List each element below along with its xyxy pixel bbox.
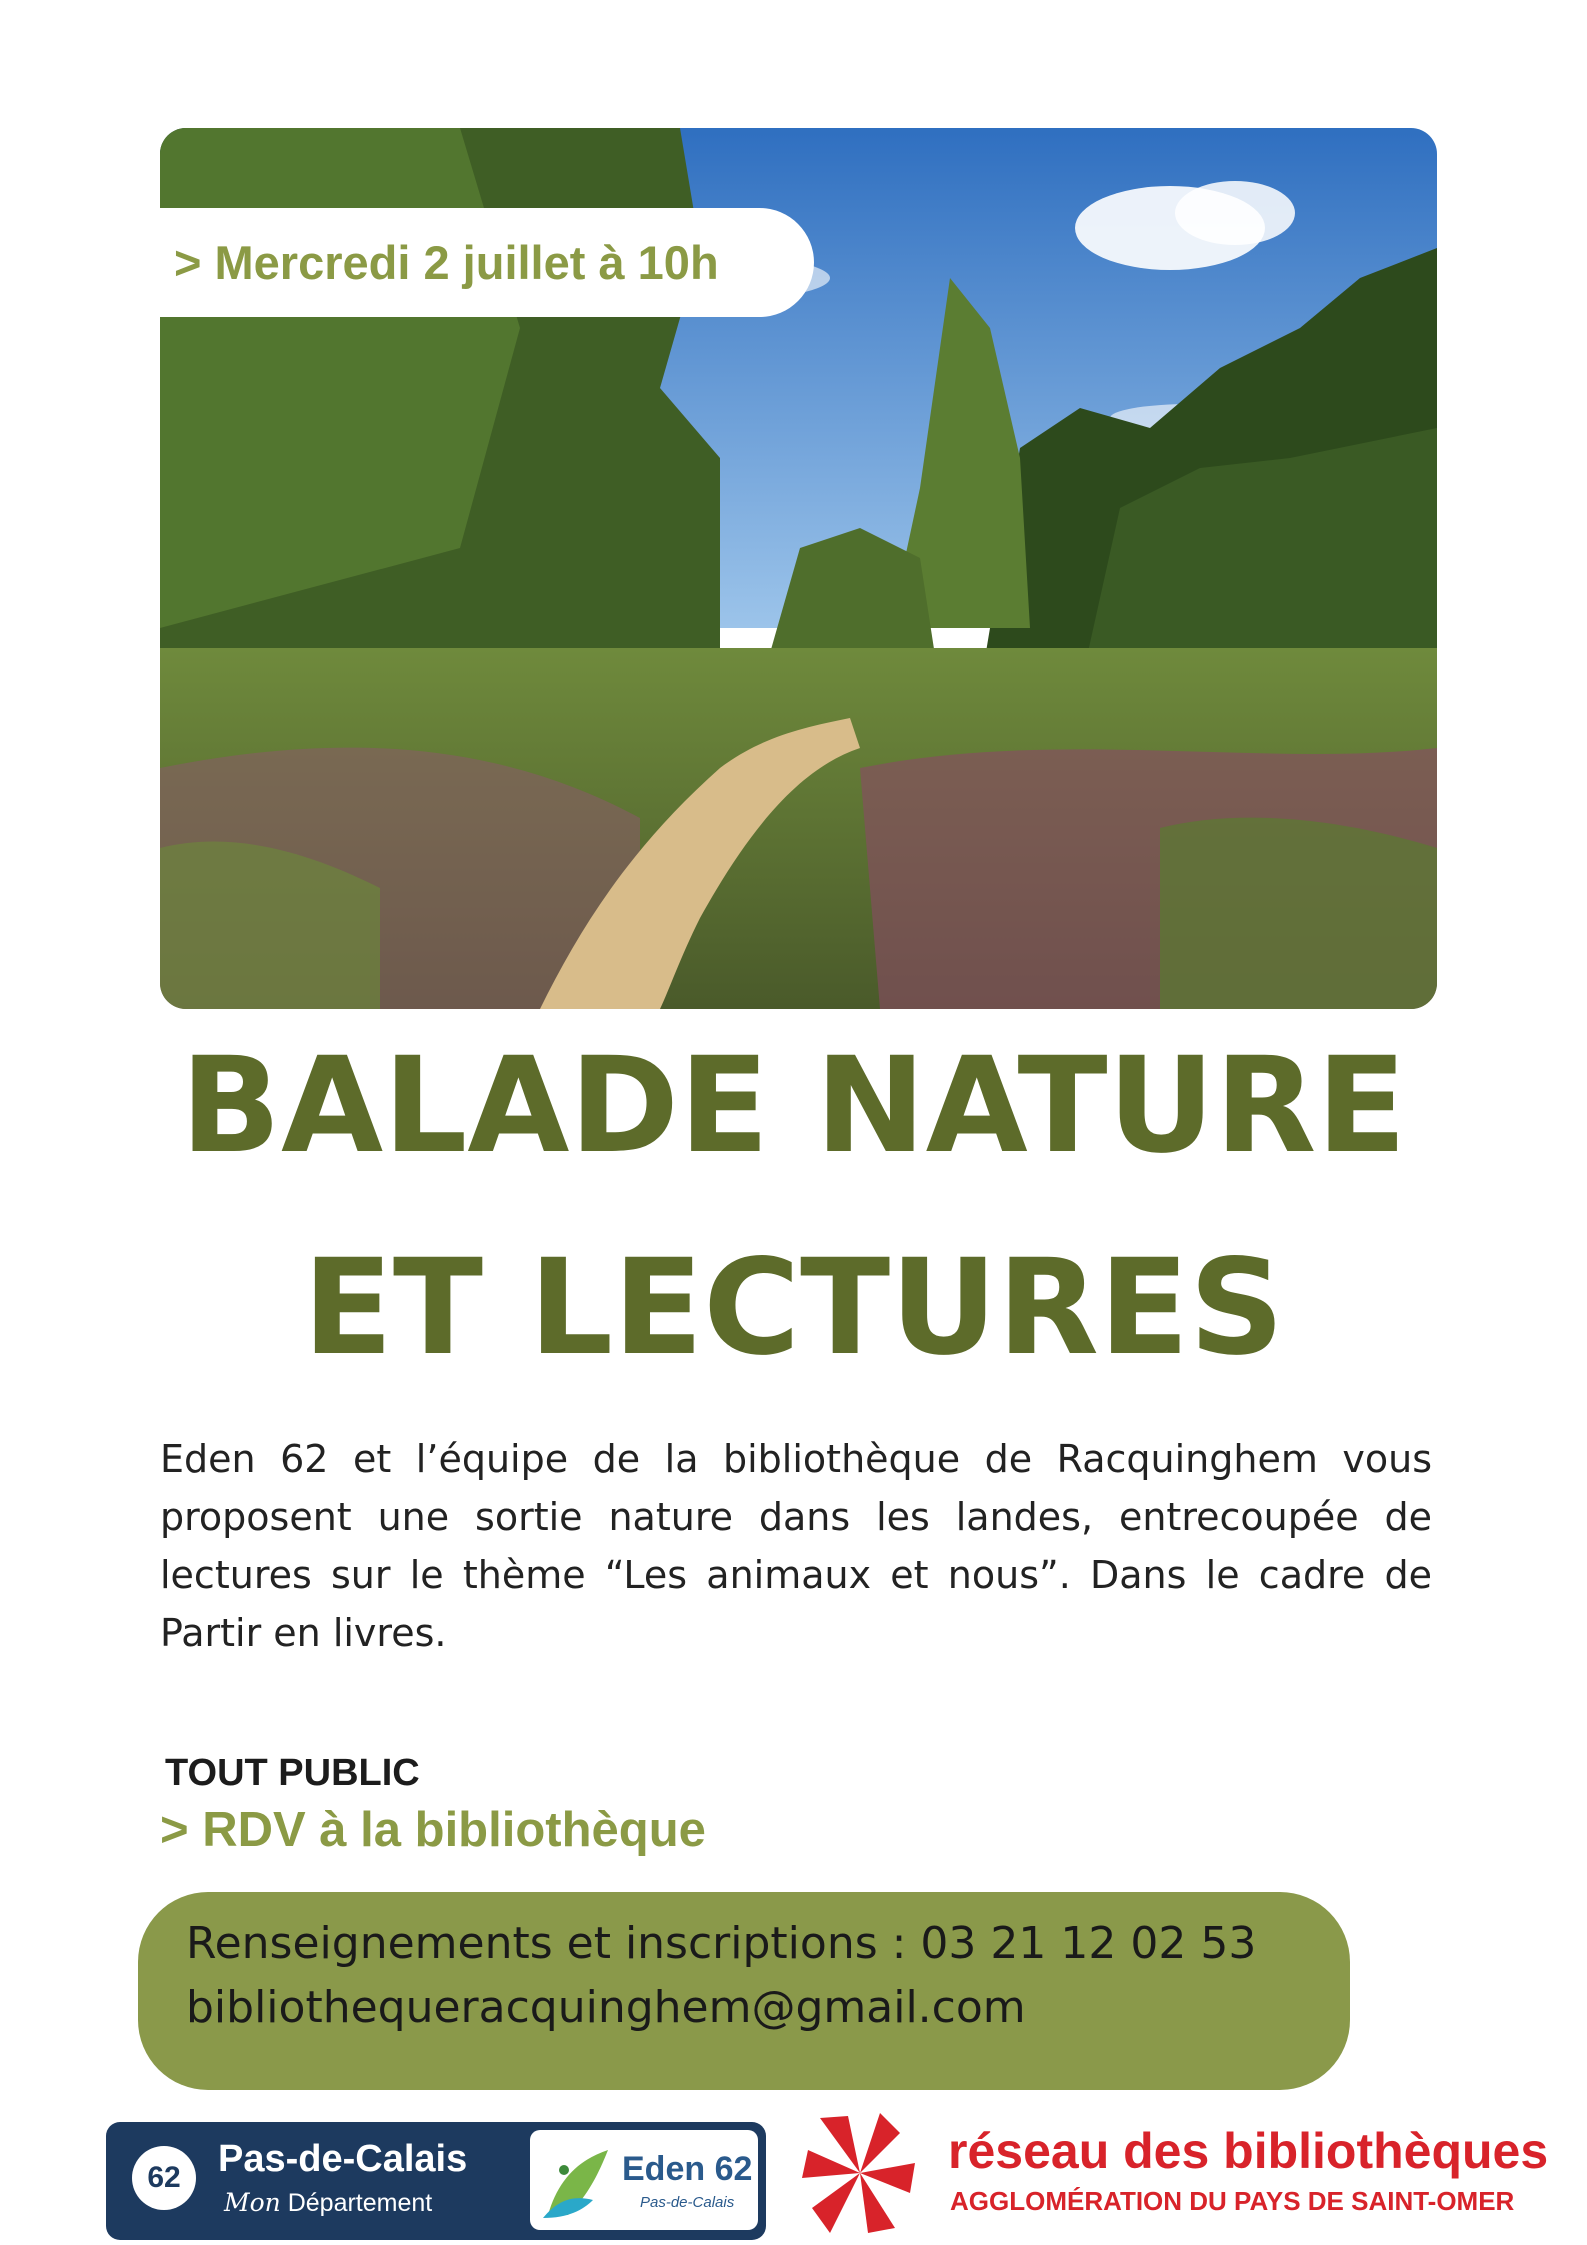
contact-box: [138, 1892, 1350, 2090]
eden-subtitle: Pas-de-Calais: [640, 2194, 735, 2211]
reseau-subtitle: AGGLOMÉRATION DU PAYS DE SAINT-OMER: [950, 2186, 1515, 2216]
event-title-line2: ET LECTURES: [302, 1231, 1285, 1385]
audience-label: TOUT PUBLIC: [165, 1752, 420, 1794]
contact-email[interactable]: bibliothequeracquinghem@gmail.com: [186, 1982, 1026, 2033]
pdc-subtitle: [224, 2188, 432, 2218]
event-description: Eden 62 et l’équipe de la bibliothèque de Racquinghem vous proposent une sortie nature dans les landes, entrecoupée de lectures sur le thème “Les animaux et nous”. Dans le cadre de Partir en livres.: [160, 1437, 1432, 1655]
reseau-name: réseau des bibliothèques: [948, 2123, 1549, 2179]
event-date-badge: > Mercredi 2 juillet à 10h: [160, 208, 814, 317]
eden62-logo: [530, 2130, 758, 2230]
contact-phone-line: Renseignements et inscriptions : 03 21 12 02 53: [186, 1918, 1257, 1969]
reseau-star-icon: [800, 2108, 920, 2238]
pdc-sub-mon: Mon: [224, 2188, 281, 2217]
pdc-sub-rest: Département: [280, 2189, 433, 2217]
eden-leaf-icon: [538, 2140, 618, 2220]
meeting-point: > RDV à la bibliothèque: [160, 1803, 706, 1857]
eden-name: Eden 62: [622, 2150, 753, 2188]
event-title-line1: BALADE NATURE: [180, 1029, 1407, 1183]
pdc-number-badge: 62: [132, 2146, 196, 2210]
pdc-name: Pas-de-Calais: [218, 2138, 468, 2180]
